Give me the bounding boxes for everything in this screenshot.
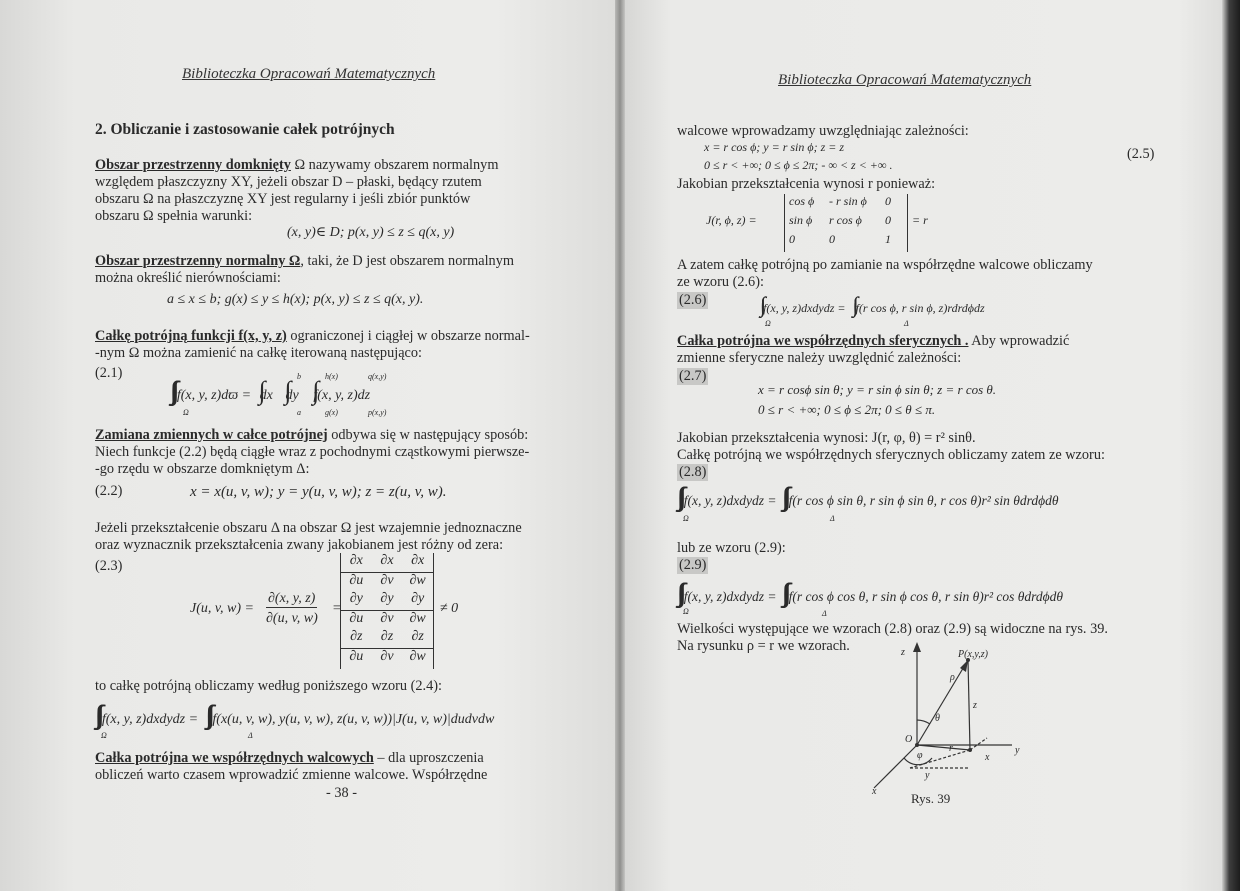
r-line-8: Całkę potrójną we współrzędnych sferycznych obliczamy zatem ze wzoru: xyxy=(677,447,1105,463)
eq-2-3-equals: = xyxy=(332,601,342,616)
r-line-10: Wielkości występujące we wzorach (2.8) oraz (2.9) są widoczne na rys. 39. xyxy=(677,621,1108,637)
eq-2-3-denominator: ∂(u, v, w) xyxy=(266,611,318,626)
paragraph-1-line-2: względem płaszczyzny XY, jeżeli obszar D – płaski, będący rzutem xyxy=(95,174,482,190)
limit-gx: g(x) xyxy=(325,408,338,417)
fig-label-o: O xyxy=(905,734,913,745)
omega-limit: Ω xyxy=(101,731,107,740)
triple-integral-symbol: ∫∫∫ xyxy=(781,578,786,607)
jac-cell: ∂v xyxy=(372,648,403,667)
cyl-jac-cell: 1 xyxy=(885,232,891,246)
paragraph-2-line-2: można określić nierównościami: xyxy=(95,270,281,286)
eq-2-2: x = x(u, v, w); y = y(u, v, w); z = z(u, v, w). xyxy=(190,484,447,500)
jac-cell: ∂u xyxy=(341,610,372,629)
delta-limit: Δ xyxy=(822,609,827,618)
eq-2-1-label: (2.1) xyxy=(95,365,123,381)
cyl-jac-cell: - r sin ϕ xyxy=(829,194,867,208)
paragraph-4-line-3: -go rzędu w obszarze domkniętym Δ: xyxy=(95,461,310,477)
eq-2-4: ∫∫∫ f(x, y, z)dxdydz = ∫∫∫ f(x(u, v, w), y(u, v, w), z(u, v, w))|J(u, v, w)|dudvdw xyxy=(95,700,495,729)
cyl-jacobian-lhs: J(r, ϕ, z) = xyxy=(706,213,757,227)
triple-integral-symbol: ∫∫∫ xyxy=(781,482,786,511)
limit-b: b xyxy=(297,372,301,381)
eq-2-3-not-zero: ≠ 0 xyxy=(440,601,459,616)
limit-omega: Ω xyxy=(183,408,189,417)
fig-label-z: z xyxy=(901,647,905,658)
jac-cell: ∂w xyxy=(402,610,433,629)
eq-2-5-label: (2.5) xyxy=(1127,146,1155,162)
cyl-jac-cell: cos ϕ xyxy=(789,194,815,208)
jac-cell: ∂x xyxy=(411,553,425,568)
r-line-3: A zatem całkę potrójną po zamianie na współrzędne walcowe obliczamy xyxy=(677,257,1093,273)
paragraph-3-line-1: Całkę potrójną funkcji f(x, y, z) ograniczonej i ciągłej w obszarze normal- xyxy=(95,328,530,344)
jac-cell: ∂y xyxy=(380,591,394,606)
eq-2-9: ∫∫∫ f(x, y, z)dxdydz = ∫∫∫ f(r cos ϕ cos θ, r sin ϕ cos θ, r sin θ)r² cos θdrdϕdθ xyxy=(677,578,1064,607)
eq-2-6-label: (2.6) xyxy=(679,292,707,308)
r-line-2: Jakobian przekształcenia wynosi r ponieważ: xyxy=(677,176,936,192)
limit-qxy: q(x,y) xyxy=(368,372,387,381)
fig-label-rho: ρ xyxy=(950,672,955,683)
eq-2-8: ∫∫∫ f(x, y, z)dxdydz = ∫∫∫ f(r cos ϕ sin θ, r sin ϕ sin θ, r cos θ)r² sin θdrdϕdθ xyxy=(677,482,1059,511)
paragraph-7-line-1: Całka potrójna we współrzędnych walcowych – dla uproszczenia xyxy=(95,750,484,766)
limit-a: a xyxy=(297,408,301,417)
delta-limit: Δ xyxy=(830,514,835,523)
formula-inequalities: a ≤ x ≤ b; g(x) ≤ y ≤ h(x); p(x, y) ≤ z ≤ q(x, y). xyxy=(167,292,424,307)
jac-cell: ∂z xyxy=(350,629,363,644)
jac-cell: ∂y xyxy=(411,591,425,606)
limit-hx: h(x) xyxy=(325,372,338,381)
eq-2-3-lhs: J(u, v, w) = xyxy=(190,601,254,616)
cyl-jacobian-determinant xyxy=(784,194,908,252)
z-arrowhead xyxy=(913,642,921,652)
cyl-relations: x = r cos ϕ; y = r sin ϕ; z = z xyxy=(704,140,845,154)
paragraph-4-line-2: Niech funkcje (2.2) będą ciągłe wraz z pochodnymi cząstkowymi pierwsze- xyxy=(95,444,530,460)
section-title: 2. Obliczanie i zastosowanie całek potrójnych xyxy=(95,121,395,138)
fig-label-p: P(x,y,z) xyxy=(958,649,988,660)
paragraph-5-line-2: oraz wyznacznik przekształcenia zwany jakobianem jest różny od zera: xyxy=(95,537,504,553)
jac-cell: ∂v xyxy=(372,572,403,591)
fig-label-zs: z xyxy=(973,700,977,711)
fig-label-x: x xyxy=(872,786,877,797)
limit-pxy: p(x,y) xyxy=(368,408,387,417)
delta-limit: Δ xyxy=(904,319,909,328)
eq-2-8-label: (2.8) xyxy=(679,464,707,480)
page-edge-shadow xyxy=(1222,0,1240,891)
jac-cell: ∂x xyxy=(380,553,394,568)
paragraph-3-line-2: -nym Ω można zamienić na całkę iterowaną następująco: xyxy=(95,345,422,361)
origin-point xyxy=(915,743,919,747)
cyl-jac-cell: 0 xyxy=(885,194,891,208)
paragraph-5-line-1: Jeżeli przekształcenie obszaru Δ na obszar Ω jest wzajemnie jednoznaczne xyxy=(95,520,522,536)
cyl-jacobian-rhs: = r xyxy=(912,213,928,227)
sph-relations: x = r cosϕ sin θ; y = r sin ϕ sin θ; z = r cos θ. xyxy=(758,382,997,397)
jac-cell: ∂u xyxy=(341,648,372,667)
fig-label-phi: φ xyxy=(917,750,923,761)
eq-2-6: ∫∫∫ f(x, y, z)dxdydz = ∫∫∫ f(r cos ϕ, r sin ϕ, z)rdrdϕdz xyxy=(760,292,985,317)
theta-arc xyxy=(917,720,930,724)
r-line-9: lub ze wzoru (2.9): xyxy=(677,540,786,556)
jac-cell: ∂w xyxy=(402,572,433,591)
delta-limit: Δ xyxy=(248,731,253,740)
cyl-jac-cell: 0 xyxy=(829,232,835,246)
omega-limit: Ω xyxy=(683,514,689,523)
jac-cell: ∂z xyxy=(411,629,424,644)
paragraph-1-line-3: obszaru Ω na płaszczyznę XY jest regularny i jeśli zbiór punktów xyxy=(95,191,471,207)
jac-cell: ∂x xyxy=(349,553,363,568)
dashed-line xyxy=(970,738,987,750)
cyl-ranges: 0 ≤ r < +∞; 0 ≤ ϕ ≤ 2π; - ∞ < z < +∞ . xyxy=(704,158,893,172)
jac-cell: ∂u xyxy=(341,572,372,591)
eq-2-7-label: (2.7) xyxy=(679,368,707,384)
paragraph-2-line-1: Obszar przestrzenny normalny Ω, taki, że D jest obszarem normalnym xyxy=(95,253,514,269)
integral-symbol: ∫ xyxy=(258,376,260,405)
eq-2-2-label: (2.2) xyxy=(95,483,123,499)
triple-integral-symbol: ∫∫∫ xyxy=(205,700,209,729)
jacobian-determinant xyxy=(340,553,434,669)
fig-label-y: y xyxy=(1015,745,1020,756)
integral-symbol: ∫ xyxy=(312,376,314,405)
page-number: - 38 - xyxy=(326,785,357,801)
cyl-jac-cell: sin ϕ xyxy=(789,213,813,227)
x-axis xyxy=(874,745,917,788)
projection-line xyxy=(968,660,970,750)
jac-cell: ∂w xyxy=(402,648,433,667)
figure-39-diagram xyxy=(862,640,1042,810)
r-line-11: Na rysunku ρ = r we wzorach. xyxy=(677,638,850,654)
triple-integral-symbol: ∫∫∫ xyxy=(677,482,681,511)
cyl-jac-cell: r cos ϕ xyxy=(829,213,862,227)
r-line-4: ze wzoru (2.6): xyxy=(677,274,764,290)
r-line-6: zmienne sferyczne należy uwzględnić zależności: xyxy=(677,350,962,366)
formula-normal-region: (x, y)∈ D; p(x, y) ≤ z ≤ q(x, y) xyxy=(287,225,455,240)
paragraph-1-line-4: obszaru Ω spełnia warunki: xyxy=(95,208,253,224)
integral-symbol: ∫ xyxy=(284,376,286,405)
paragraph-1-line-1: Obszar przestrzenny domknięty Ω nazywamy obszarem normalnym xyxy=(95,157,499,173)
figure-caption: Rys. 39 xyxy=(911,791,951,806)
cyl-jac-cell: 0 xyxy=(789,232,795,246)
r-line-5: Całka potrójna we współrzędnych sferycznych . Aby wprowadzić xyxy=(677,333,1070,349)
r-line-7: Jakobian przekształcenia wynosi: J(r, φ, θ) = r² sinθ. xyxy=(677,430,976,446)
omega-limit: Ω xyxy=(765,319,771,328)
jac-cell: ∂z xyxy=(380,629,394,644)
book-spine xyxy=(615,0,625,891)
fig-label-r: r xyxy=(949,743,953,754)
fig-label-ys: y xyxy=(925,770,930,781)
triple-integral-symbol: ∫∫∫ xyxy=(95,700,99,729)
left-header: Biblioteczka Opracowań Matematycznych xyxy=(182,66,436,82)
jac-cell: ∂y xyxy=(349,591,363,606)
cyl-jac-cell: 0 xyxy=(885,213,891,227)
paragraph-7-line-2: obliczeń warto czasem wprowadzić zmienne walcowe. Współrzędne xyxy=(95,767,488,783)
fig-label-theta: θ xyxy=(935,713,940,724)
r-line-1: walcowe wprowadzamy uwzględniając zależności: xyxy=(677,123,969,139)
paragraph-4-line-1: Zamiana zmiennych w całce potrójnej odbywa się w następujący sposób: xyxy=(95,427,529,443)
triple-integral-symbol: ∫∫∫ xyxy=(170,376,174,405)
sph-ranges: 0 ≤ r < +∞; 0 ≤ ϕ ≤ 2π; 0 ≤ θ ≤ π. xyxy=(758,402,936,417)
r-line xyxy=(917,745,970,750)
eq-2-9-label: (2.9) xyxy=(679,557,707,573)
paragraph-6: to całkę potrójną obliczamy według poniższego wzoru (2.4): xyxy=(95,678,442,694)
point-projection xyxy=(968,748,972,752)
rho-line xyxy=(917,660,968,745)
eq-2-1: ∫∫∫ f(x, y, z)dϖ = ∫dx ∫dy ∫f(x, y, z)dz xyxy=(170,376,371,405)
triple-integral-symbol: ∫∫∫ xyxy=(677,578,681,607)
right-header: Biblioteczka Opracowań Matematycznych xyxy=(778,72,1032,88)
jac-cell: ∂v xyxy=(372,610,403,629)
eq-2-3-numerator: ∂(x, y, z) xyxy=(268,591,316,606)
eq-2-3-label: (2.3) xyxy=(95,558,123,574)
fig-label-xs: x xyxy=(985,752,990,763)
omega-limit: Ω xyxy=(683,607,689,616)
